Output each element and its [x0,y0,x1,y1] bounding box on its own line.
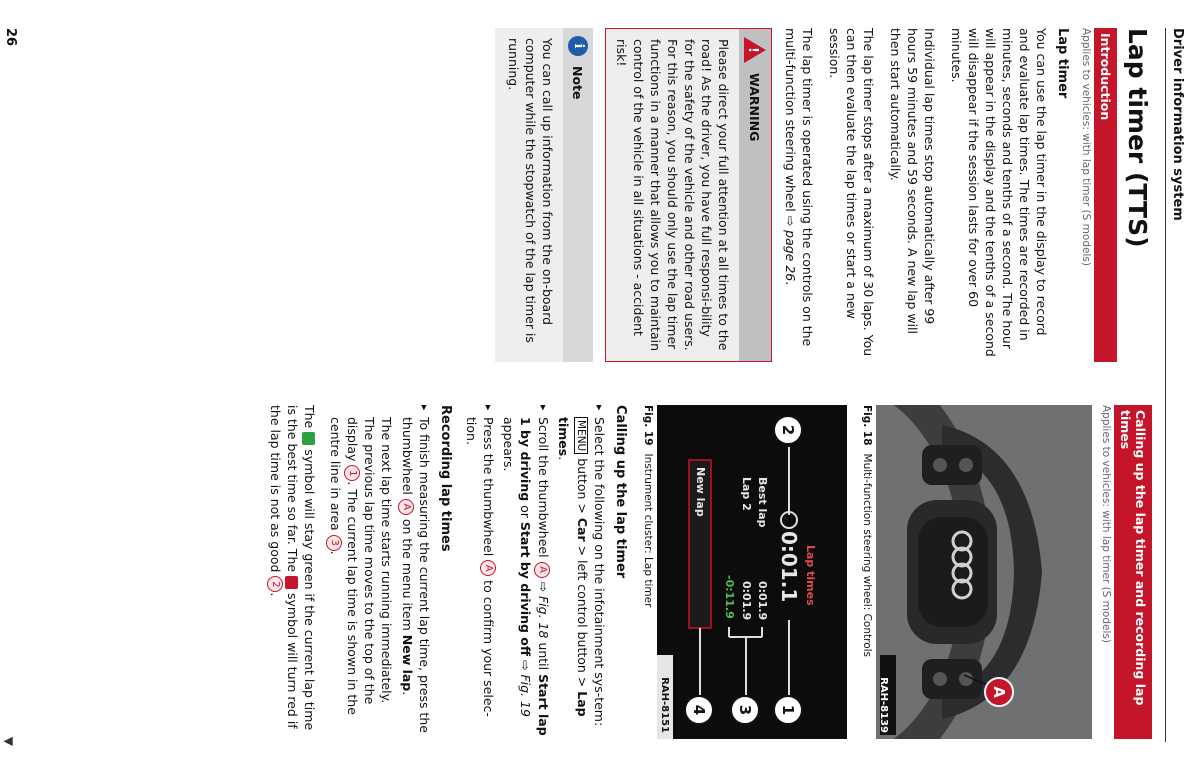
recording-details [327,405,396,739]
calling-recording-bar: Calling up the lap timer and recording lap times [1114,405,1152,739]
page-title: Lap timer (TTS) [1123,28,1152,248]
note-title: Note [570,66,586,100]
marker-2-icon: 2 [773,415,803,445]
figure-18-caption [861,405,873,739]
marker-3-icon: 3 [730,695,760,725]
intro-bar: Introduction [1094,28,1117,362]
marker-a-inline-icon: A [480,560,496,576]
lap-timer-display [657,405,847,739]
new-lap-menu-item[interactable]: New lap [694,467,707,517]
info-icon: i [568,36,588,56]
figure-code: RAH-8139 [878,677,889,733]
figure-lap-timer [657,405,847,739]
section-header [1165,28,1188,742]
green-timer-icon [303,432,316,445]
figure-18-label: Fig. 18 [861,405,873,446]
fig-18-link[interactable]: Fig. 18 [536,595,551,639]
figure-19-caption-text: Instrument cluster: Lap timer [642,453,654,608]
figure-18-caption-text: Multi-function steering wheel: Controls [861,453,873,658]
lap-2-value: 0:01.9 [740,581,753,621]
marker-2-inline-icon: 2 [267,576,283,592]
marker-a-inline-icon: A [399,499,415,515]
lap-2-label: Lap 2 [740,477,753,511]
p4-text: The lap timer is operated using the controls on the multi-function steering wheel ⇨ [783,28,815,347]
rec-line-2: The previous lap time moves to the top of the display 1. The current lap time is shown in the centre line in area 3. [328,417,378,715]
marker-1-inline-icon: 1 [344,465,360,481]
warning-text: Please direct your full attention at all times to the road! As the driver, you have full responsi-bility for the safety of the vehicle and other road users. For this reason, you should only use the lap timer functions in a manner that allows you to maintain control of the vehicle in all situations - accident risk! [606,29,739,361]
warning-title: WARNING [747,73,763,142]
paragraph-2: Individual lap times stop automatically after 99 hours 59 minutes and 59 seconds. A new lap will then start automatically. [888,28,937,334]
note-box [495,28,593,362]
menu-button: MENU [574,417,588,454]
warning-triangle-icon: ! [744,37,766,63]
step-confirm: ▸ Press the thumbwheel A to confirm your selec-tion. [463,405,498,739]
figure-steering-wheel [876,405,1092,739]
paragraph-4 [782,28,816,362]
marker-1-icon: 1 [773,695,803,725]
red-timer-icon [286,576,299,589]
warning-header [739,29,771,361]
figure-19-caption [642,405,654,739]
p4-suffix: . [783,281,798,286]
page-reference-link[interactable]: page 26 [783,230,798,282]
fig-19-link[interactable]: Fig. 19 [518,674,534,717]
marker-a-icon: A [984,677,1014,707]
timer-symbol-note: The symbol will stay green if the current lap time is the best time so far. The symbol will turn red if the lap time is not as good 2. [268,405,318,731]
best-lap-value: 0:01.9 [756,581,769,621]
note-text: You can call up information from the on-board computer while the stopwatch of the lap timer is running. [506,38,555,343]
warning-box [605,28,772,362]
paragraph-3: The lap timer stops after a maximum of 30 laps. You can then evaluate the lap times or start a new session. [827,28,876,357]
left-column [495,28,1152,362]
step-finish-lap: ▸ To finish measuring the current lap time, press the thumbwheel A on the menu item New lap. [399,405,434,739]
marker-3-inline-icon: 3 [327,535,343,551]
note-header [563,28,593,362]
marker-a-inline-icon: A [535,562,551,578]
recording-heading: Recording lap times [438,405,453,552]
step-select-menu: ▸ Select the following on the infotainment sys-tem: MENU button > Car > left control button > Lap times. [555,405,608,739]
applies-note: Applies to vehicles: with lap timer (S models) [1080,28,1092,266]
marker-4-icon: 4 [684,695,714,725]
lap-times-title: Lap times [804,545,817,606]
calling-up-heading: Calling up the lap timer [613,405,628,579]
figure-19-code: RAH-8151 [659,677,670,733]
page-number: 26 [3,28,18,47]
right-column [257,405,1152,739]
applies-note-right: Applies to vehicles: with lap timer (S models) [1100,405,1112,643]
lap-timer-subheading: Lap timer [1055,28,1070,99]
continued-triangle-icon: ▼ [2,736,16,746]
step-scroll-thumbwheel: ▸ Scroll the thumbwheel A ⇨ Fig. 18 until Start lap 1 by driving or Start by driving off ⇨ Fig. 19 appears. [501,405,553,739]
section-title: Driver information system [1170,28,1185,221]
paragraph-1: You can use the lap timer in the display to record and evaluate lap times. The times are recorded in minutes, seconds and tenths of a second. The hour will appear in the display and the tenths of a second will disappear if the session lasts for over 60 minutes. [949,28,1049,357]
best-lap-label: Best lap [756,477,769,528]
rec-line-1: The next lap time starts running immediately. [379,417,395,704]
figure-19-label: Fig. 19 [642,405,654,446]
current-lap-time: 0:01.1 [777,531,801,603]
lap-delta: -0:11.9 [723,575,736,619]
